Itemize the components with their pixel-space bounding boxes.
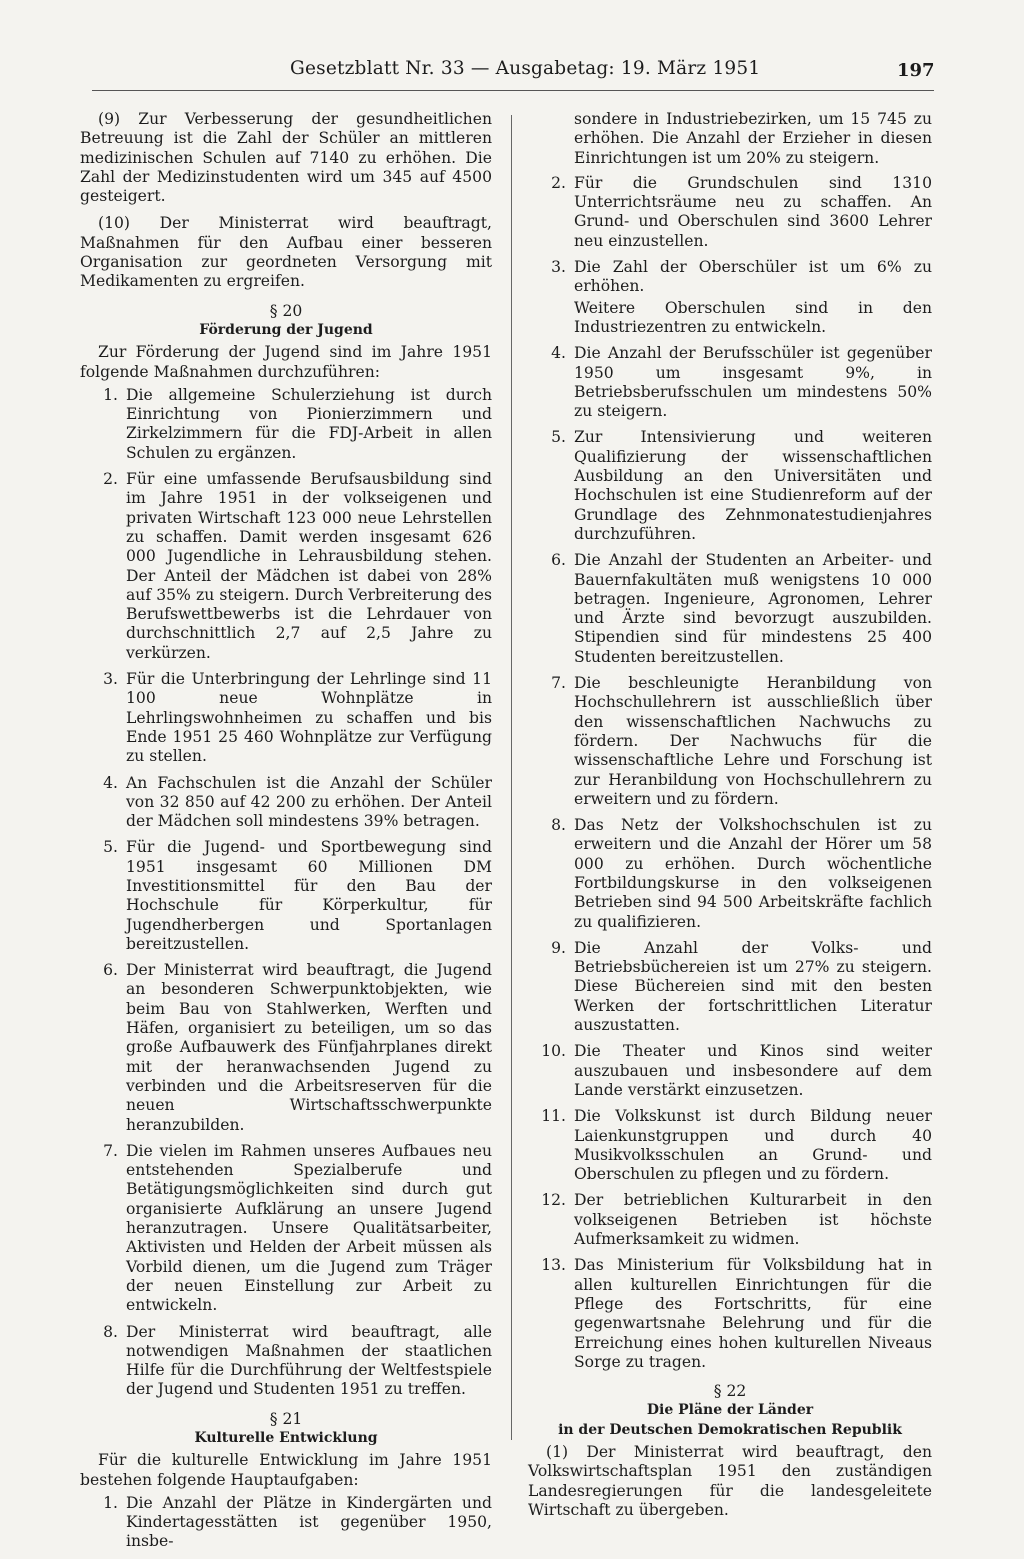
item-text: Der betrieblichen Kulturarbeit in den volkseigenen Betrieben ist höchste Aufmerksamkeit zu widmen. [574, 1191, 932, 1249]
list-item [528, 258, 932, 297]
item-text: Für eine umfassende Berufsausbildung sind im Jahre 1951 in der volkseigenen und privaten Wirtschaft 123 000 neue Lehrstellen zu schaffen. Damit werden insgesamt 626 000 Jugendliche in Lehrausbildung stehen. Der Anteil der Mädchen ist dabei von 28% auf 35% zu steigern. Durch Verbreiterung des Berufswettbewerbs ist die Lehrdauer von durchschnittlich 2,7 auf 2,5 Jahre zu verkürzen. [126, 470, 492, 662]
item-number: 2. [103, 470, 118, 489]
left-column [80, 110, 492, 1559]
right-column [528, 110, 932, 1528]
item-text: Für die Unterbringung der Lehrlinge sind 11 100 neue Wohnplätze in Lehrlingswohnheimen zu schaffen und bis Ende 1951 25 460 Wohnplätze zur Verfügung zu stellen. [126, 670, 492, 766]
section-20-number: § 20 [269, 301, 303, 320]
item-number: 13. [541, 1256, 566, 1275]
item-number: 4. [103, 773, 118, 792]
section-21-number: § 21 [269, 1409, 303, 1428]
section-20-title: Förderung der Jugend [199, 321, 373, 338]
item-text: Die vielen im Rahmen unseres Aufbaues neu entstehenden Spezialberufe und Betätigungsmöglichkeiten sind durch gut organisierte Aufklärung an unsere Jugend heranzutragen. Unsere Qualitätsarbeiter, Aktivisten und Helden der Arbeit müssen als Vorbild dienen, um die Jugend zum Träger der neuen Einstellung zur Arbeit zu entwickeln. [126, 1141, 492, 1315]
section-22-title-line2: in der Deutschen Demokratischen Republik [558, 1421, 902, 1438]
list-item [528, 344, 932, 421]
item-number: 7. [103, 1141, 118, 1160]
item-text: Die Anzahl der Berufsschüler ist gegenüber 1950 um insgesamt 9%, in Betriebsberufsschulen um mindestens 50% zu steigern. [574, 344, 932, 421]
section-22-title-line1: Die Pläne der Länder [646, 1402, 814, 1419]
item-number: 12. [541, 1191, 566, 1210]
item-number: 4. [551, 344, 566, 363]
item-text: Das Ministerium für Volksbildung hat in allen kulturellen Einrichtungen für die Pflege des Fortschritts, für eine gegenwartsnahe Belehrung und für die Erreichung eines hohen kulturellen Niveaus Sorge zu tragen. [574, 1256, 932, 1371]
item-number: 5. [551, 428, 566, 447]
section-20-intro: Zur Förderung der Jugend sind im Jahre 1951 folgende Maßnahmen durchzuführen: [80, 343, 492, 381]
item-text: Für die Jugend- und Sportbewegung sind 1951 insgesamt 60 Millionen DM Investitionsmittel für den Bau der Hochschule für Körperkultur, für Jugendherbergen und Sportanlagen bereitzustellen. [126, 838, 492, 953]
list-item [528, 1191, 932, 1249]
list-item [528, 1107, 932, 1184]
item-number: 11. [541, 1107, 566, 1126]
list-item [528, 1042, 932, 1100]
section-22-number: § 22 [713, 1382, 747, 1401]
list-item [80, 1494, 492, 1552]
item-text: An Fachschulen ist die Anzahl der Schüler von 32 850 auf 42 200 zu erhöhen. Der Anteil der Mädchen soll mindestens 39% betragen. [126, 773, 492, 831]
item-text: Die Zahl der Oberschüler ist um 6% zu erhöhen. [574, 258, 932, 296]
item-text: Die Anzahl der Studenten an Arbeiter- und Bauernfakultäten muß wenigstens 10 000 betragen. Ingenieure, Agronomen, Lehrer und Ärzte sind bevorzugt auszubilden. Stipendien sind für mindestens 25 400 Studenten bereitzustellen. [574, 551, 932, 666]
item-text: Die beschleunigte Heranbildung von Hochschullehrern ist ausschließlich über den wissenschaftlichen Nachwuchs zu fördern. Der Nachwuchs für die wissenschaftliche Lehre und Forschung ist zur Heranbildung von Hochschullehrern zu erweitern und zu fördern. [574, 674, 932, 808]
item-number: 3. [103, 670, 118, 689]
list-item [528, 428, 932, 544]
section-21-intro: Für die kulturelle Entwicklung im Jahre 1951 bestehen folgende Hauptaufgaben: [80, 1451, 492, 1489]
item-number: 8. [551, 816, 566, 835]
item-number: 7. [551, 674, 566, 693]
page-header [290, 58, 940, 88]
list-item [528, 816, 932, 932]
item-number: 6. [103, 961, 118, 980]
item-text: Die Theater und Kinos sind weiter auszubauen und insbesondere auf dem Lande verstärkt einzusetzen. [574, 1042, 932, 1099]
list-item [80, 961, 492, 1135]
continued-item-text: sondere in Industriebezirken, um 15 745 zu erhöhen. Die Anzahl der Erzieher in diesen Einrichtungen ist um 20% zu steigern. [574, 110, 932, 167]
item-number: 1. [103, 1493, 118, 1512]
item-number: 8. [103, 1322, 118, 1341]
item-text: Für die Grundschulen sind 1310 Unterrichtsräume neu zu schaffen. An Grund- und Oberschulen sind 3600 Lehrer neu einzustellen. [574, 173, 932, 250]
item-text: Der Ministerrat wird beauftragt, die Jugend an besonderen Schwerpunktobjekten, wie beim Bau von Stahlwerken, Werften und Häfen, organisiert zu beteiligen, um so das große Aufbauwerk des Fünfjahrplanes direkt mit der heranwachsenden Jugend zu verbinden und die Arbeitsreserven für die neuen Wirtschaftsschwerpunkte heranzubilden. [126, 961, 492, 1134]
item-text: Das Netz der Volkshochschulen ist zu erweitern und die Anzahl der Hörer um 58 000 zu erhöhen. Durch wöchentliche Fortbildungskurse in den volkseigenen Betrieben sind 94 500 Arbeitskräfte fachlich zu qualifizieren. [574, 816, 932, 931]
list-item [528, 174, 932, 251]
item-number: 3. [551, 258, 566, 277]
item-text: Der Ministerrat wird beauftragt, alle notwendigen Maßnahmen der staatlichen Hilfe für die Durchführung der Weltfestspiele der Jugend und Studenten 1951 zu treffen. [126, 1322, 492, 1399]
section-21-title: Kulturelle Entwicklung [194, 1430, 378, 1446]
list-item [528, 939, 932, 1035]
header-rule [92, 90, 934, 91]
item-text: Zur Intensivierung und weiteren Qualifizierung der wissenschaftlichen Ausbildung an den Universitäten und Hochschulen ist eine Studienreform auf der Grundlage des Zehnmonatestudienjahres durchzuführen. [574, 428, 932, 543]
list-item [528, 674, 932, 809]
column-divider [511, 115, 512, 1440]
item-number: 1. [103, 385, 118, 404]
section-22-paragraph-1: (1) Der Ministerrat wird beauftragt, den Volkswirtschaftsplan 1951 den zuständigen Landesregierungen für die landesgeleitete Wirtschaft zu übergeben. [528, 1443, 932, 1519]
list-item [80, 1323, 492, 1400]
item-number: 5. [103, 838, 118, 857]
item-number: 9. [551, 938, 566, 957]
item-number: 6. [551, 551, 566, 570]
item-extra-text: Weitere Oberschulen sind in den Industriezentren zu entwickeln. [574, 298, 932, 336]
item-text: Die Volkskunst ist durch Bildung neuer Laienkunstgruppen und durch 40 Musikvolksschulen an Grund- und Oberschulen zu pflegen und zu fördern. [574, 1107, 932, 1184]
item-text: Die Anzahl der Plätze in Kindergärten und Kindertagesstätten ist gegenüber 1950, insbe- [126, 1493, 492, 1551]
paragraph-9: (9) Zur Verbesserung der gesundheitlichen Betreuung ist die Zahl der Schüler an mittleren medizinischen Schulen auf 7140 zu erhöhen. Die Zahl der Medizinstudenten wird um 345 auf 4500 gesteigert. [80, 110, 492, 206]
list-item [80, 670, 492, 766]
list-item [80, 1142, 492, 1316]
list-item [528, 1256, 932, 1372]
item-text: Die Anzahl der Volks- und Betriebsbüchereien ist um 27% zu steigern. Diese Büchereien sind mit den besten Werken der fortschrittlichen Literatur auszustatten. [574, 938, 932, 1035]
list-item [528, 551, 932, 667]
item-number: 2. [551, 173, 566, 192]
list-item [80, 386, 492, 463]
page-number: 197 [897, 60, 935, 81]
item-number: 10. [541, 1042, 566, 1061]
paragraph-10: (10) Der Ministerrat wird beauftragt, Maßnahmen für den Aufbau einer besseren Organisation zur geordneten Versorgung mit Medikamenten zu ergreifen. [80, 214, 492, 291]
item-text: Die allgemeine Schulerziehung ist durch Einrichtung von Pionierzimmern und Zirkelzimmern für die FDJ-Arbeit in allen Schulen zu ergänzen. [126, 385, 492, 462]
list-item [80, 838, 492, 954]
list-item [80, 774, 492, 832]
list-item [80, 470, 492, 663]
header-title: Gesetzblatt Nr. 33 — Ausgabetag: 19. März 1951 [290, 58, 761, 79]
